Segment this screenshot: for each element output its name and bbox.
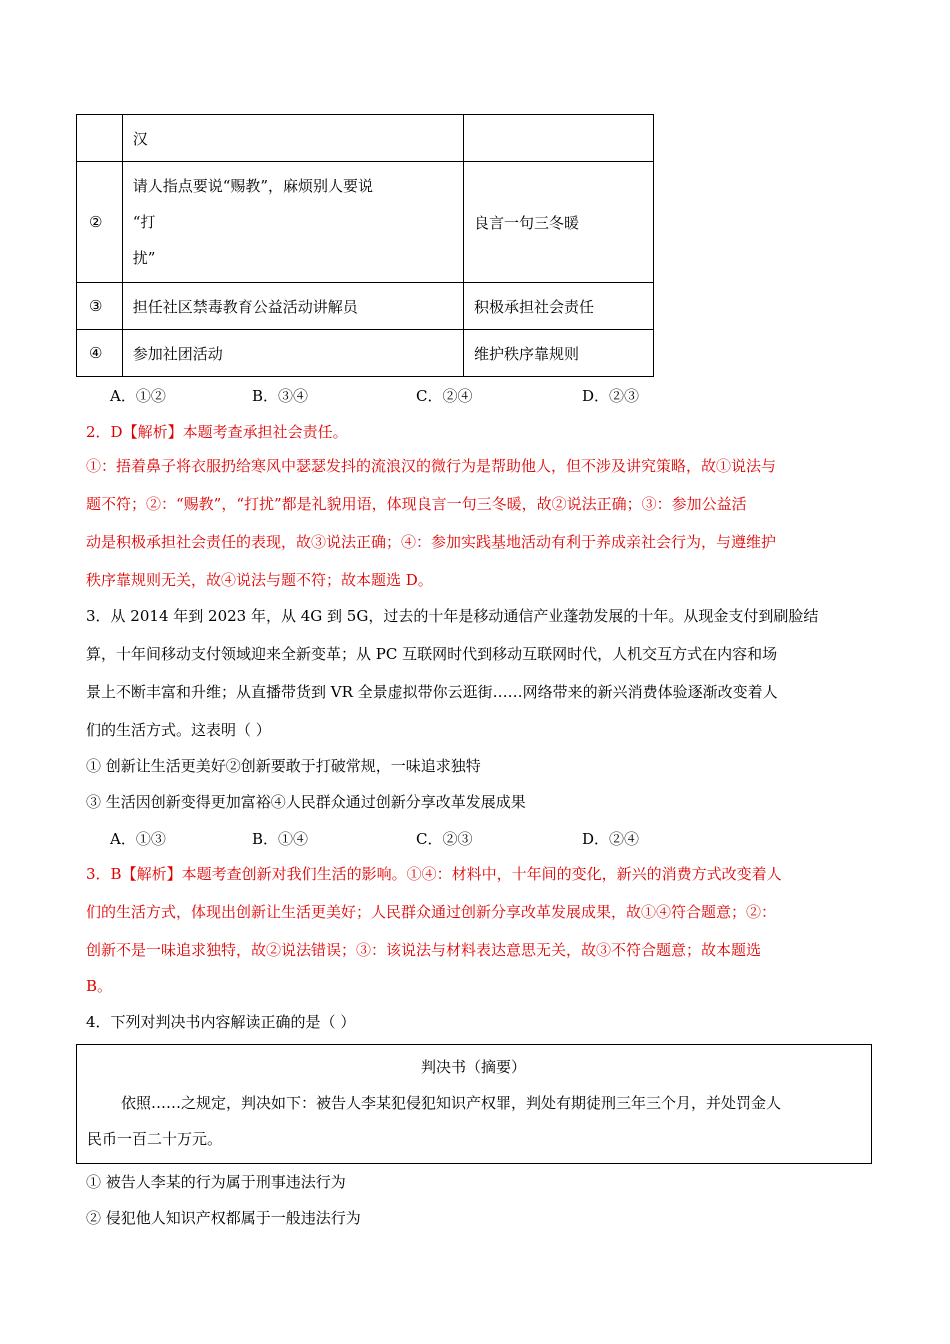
judgment-text-line: 依照……之规定，判决如下：被告人李某犯侵犯知识产权罪，判处有期徒刑三年三个月，并处罚金人 [121, 1094, 782, 1112]
row-action: 担任社区禁毒教育公益活动讲解员 [122, 283, 463, 330]
q3-option-c: C．②③ [416, 830, 473, 848]
judgment-text-line: 民币一百二十万元。 [87, 1130, 223, 1148]
row-meaning: 良言一句三冬暖 [464, 162, 654, 283]
row-meaning: 维护秩序靠规则 [464, 330, 654, 377]
q3-stem-line: 们的生活方式。这表明（ ） [86, 721, 271, 739]
q4-statement: ① 被告人李某的行为属于刑事违法行为 [86, 1173, 346, 1191]
activity-table [76, 114, 654, 377]
table-row [77, 283, 654, 330]
table-row [77, 115, 654, 162]
q3-options [0, 828, 950, 848]
table-row [77, 162, 654, 283]
row-number: ② [77, 162, 123, 283]
table-row [77, 330, 654, 377]
q3-statement: ③ 生活因创新变得更加富裕④人民群众通过创新分享改革发展成果 [86, 793, 526, 811]
q2-analysis-line: 秩序靠规则无关，故④说法与题不符；故本题选 D。 [86, 571, 433, 589]
q3-option-d: D．②④ [582, 830, 640, 848]
q3-stem-line: 3．从 2014 年到 2023 年，从 4G 到 5G，过去的十年是移动通信产业蓬勃发展的十年。从现金支付到刷脸结 [86, 607, 819, 625]
q2-option-d: D．②③ [582, 387, 640, 405]
q3-analysis-line: 们的生活方式，体现出创新让生活更美好；人民群众通过创新分享改革发展成果，故①④符合题意；②： [86, 903, 777, 921]
q2-option-a: A．①② [110, 387, 166, 405]
q2-analysis-line: 动是积极承担社会责任的表现，故③说法正确；④：参加实践基地活动有利于养成亲社会行为，与遵维护 [86, 533, 777, 551]
q2-analysis-line: ①：捂着鼻子将衣服扔给寒风中瑟瑟发抖的流浪汉的微行为是帮助他人，但不涉及讲究策略，故①说法与 [86, 457, 777, 475]
q3-option-b: B．①④ [252, 830, 309, 848]
row-number: ③ [77, 283, 123, 330]
row-action: 参加社团活动 [122, 330, 463, 377]
q2-option-b: B．③④ [252, 387, 309, 405]
q2-options [0, 385, 950, 405]
q3-analysis-line: 创新不是一味追求独特，故②说法错误；③：该说法与材料表达意思无关，故③不符合题意；故本题选 [86, 941, 762, 959]
row-action: 汉 [122, 115, 463, 162]
judgment-box [76, 1044, 872, 1164]
row-number: ④ [77, 330, 123, 377]
q2-answer-heading: 2．D【解析】本题考查承担社会责任。 [86, 423, 348, 441]
q4-stem: 4．下列对判决书内容解读正确的是（ ） [86, 1013, 356, 1031]
row-meaning: 积极承担社会责任 [464, 283, 654, 330]
row-meaning [464, 115, 654, 162]
q3-option-a: A．①③ [110, 830, 166, 848]
q2-analysis-line: 题不符；②：“赐教”，“打扰”都是礼貌用语，体现良言一句三冬暖，故②说法正确；③：参加公益活 [86, 495, 747, 513]
q3-statement: ① 创新让生活更美好②创新要敢于打破常规，一味追求独特 [86, 757, 481, 775]
row-number [77, 115, 123, 162]
q3-analysis-line: B。 [86, 977, 113, 995]
row-action: 请人指点要说“赐教”，麻烦别人要说 “打 扰” [122, 162, 463, 283]
q3-stem-line: 算，十年间移动支付领域迎来全新变革；从 PC 互联网时代到移动互联网时代，人机交互方式在内容和场 [86, 645, 778, 663]
q3-stem-line: 景上不断丰富和升维；从直播带货到 VR 全景虚拟带你云逛街……网络带来的新兴消费体验逐渐改变着人 [86, 683, 778, 701]
judgment-title: 判决书（摘要） [420, 1058, 526, 1076]
q2-option-c: C．②④ [416, 387, 473, 405]
q3-analysis-line: 3．B【解析】本题考查创新对我们生活的影响。①④：材料中，十年间的变化，新兴的消费方式改变着人 [86, 865, 782, 883]
q4-statement: ② 侵犯他人知识产权都属于一般违法行为 [86, 1209, 361, 1227]
